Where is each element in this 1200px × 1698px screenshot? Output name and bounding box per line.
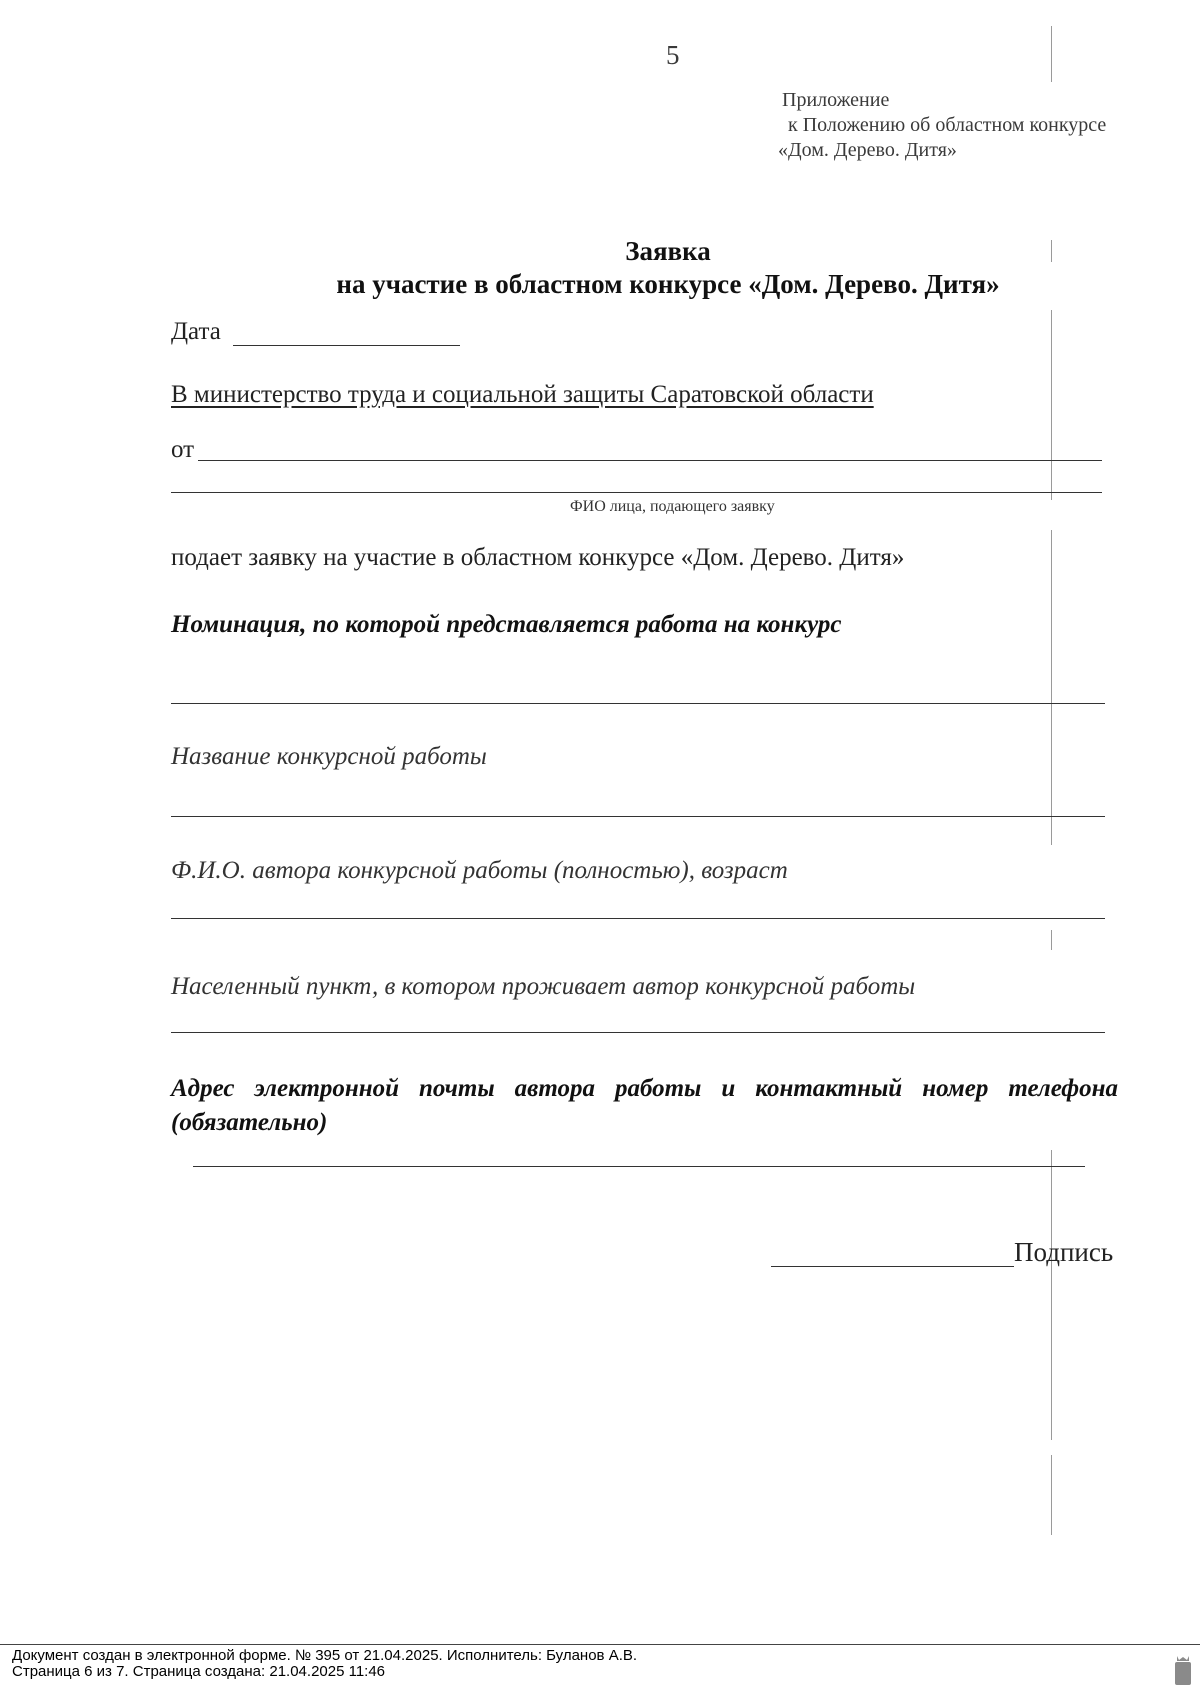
- scan-artifact-line: [1051, 1455, 1052, 1535]
- signature-label: Подпись: [1014, 1237, 1114, 1267]
- footer-line-2: Страница 6 из 7. Страница создана: 21.04.2025 11:46: [12, 1663, 386, 1680]
- annex-line-3: «Дом. Дерево. Дитя»: [778, 139, 957, 161]
- date-field-line: [233, 345, 460, 346]
- annex-line-2: к Положению об областном конкурсе: [788, 114, 1107, 136]
- submission-statement: подает заявку на участие в областном конкурсе «Дом. Дерево. Дитя»: [171, 544, 905, 571]
- work-name-field-line: [171, 816, 1105, 817]
- work-name-label: Название конкурсной работы: [171, 743, 487, 770]
- locality-label: Населенный пункт, в котором проживает автор конкурсной работы: [171, 973, 916, 1000]
- addressee: В министерство труда и социальной защиты Саратовской области: [171, 381, 874, 408]
- scan-artifact-line: [1051, 1150, 1052, 1440]
- locality-field-line: [171, 1032, 1105, 1033]
- from-field-line-2: [171, 492, 1102, 493]
- scan-artifact-line: [1051, 310, 1052, 500]
- document-seal-icon: [1174, 1654, 1192, 1686]
- footer: [12, 1648, 637, 1680]
- document-subtitle: на участие в областном конкурсе «Дом. Дерево. Дитя»: [336, 269, 1000, 299]
- document-title: Заявка: [625, 236, 711, 266]
- nomination-label: Номинация, по которой представляется работа на конкурс: [171, 611, 842, 638]
- author-label: Ф.И.О. автора конкурсной работы (полностью), возраст: [171, 857, 788, 884]
- annex-note: [778, 88, 1107, 163]
- footer-divider: [0, 1644, 1200, 1645]
- scan-artifact-line: [1051, 930, 1052, 950]
- author-field-line: [171, 918, 1105, 919]
- fio-caption: ФИО лица, подающего заявку: [570, 498, 775, 515]
- signature-field-line: [771, 1266, 1014, 1267]
- page-number: 5: [666, 40, 680, 70]
- contact-field-line: [193, 1166, 1085, 1167]
- date-label: Дата: [171, 318, 221, 345]
- footer-line-1: Документ создан в электронной форме. № 395 от 21.04.2025. Исполнитель: Буланов А.В.: [12, 1647, 638, 1664]
- nomination-field-line: [171, 703, 1105, 704]
- annex-line-1: Приложение: [782, 89, 890, 111]
- contact-label: Адрес электронной почты автора работы и контактный номер телефона (обязательно): [171, 1075, 1118, 1136]
- scan-artifact-line: [1051, 530, 1052, 845]
- from-label: от: [171, 436, 195, 463]
- scan-artifact-line: [1051, 26, 1052, 82]
- from-field-line: [198, 460, 1102, 461]
